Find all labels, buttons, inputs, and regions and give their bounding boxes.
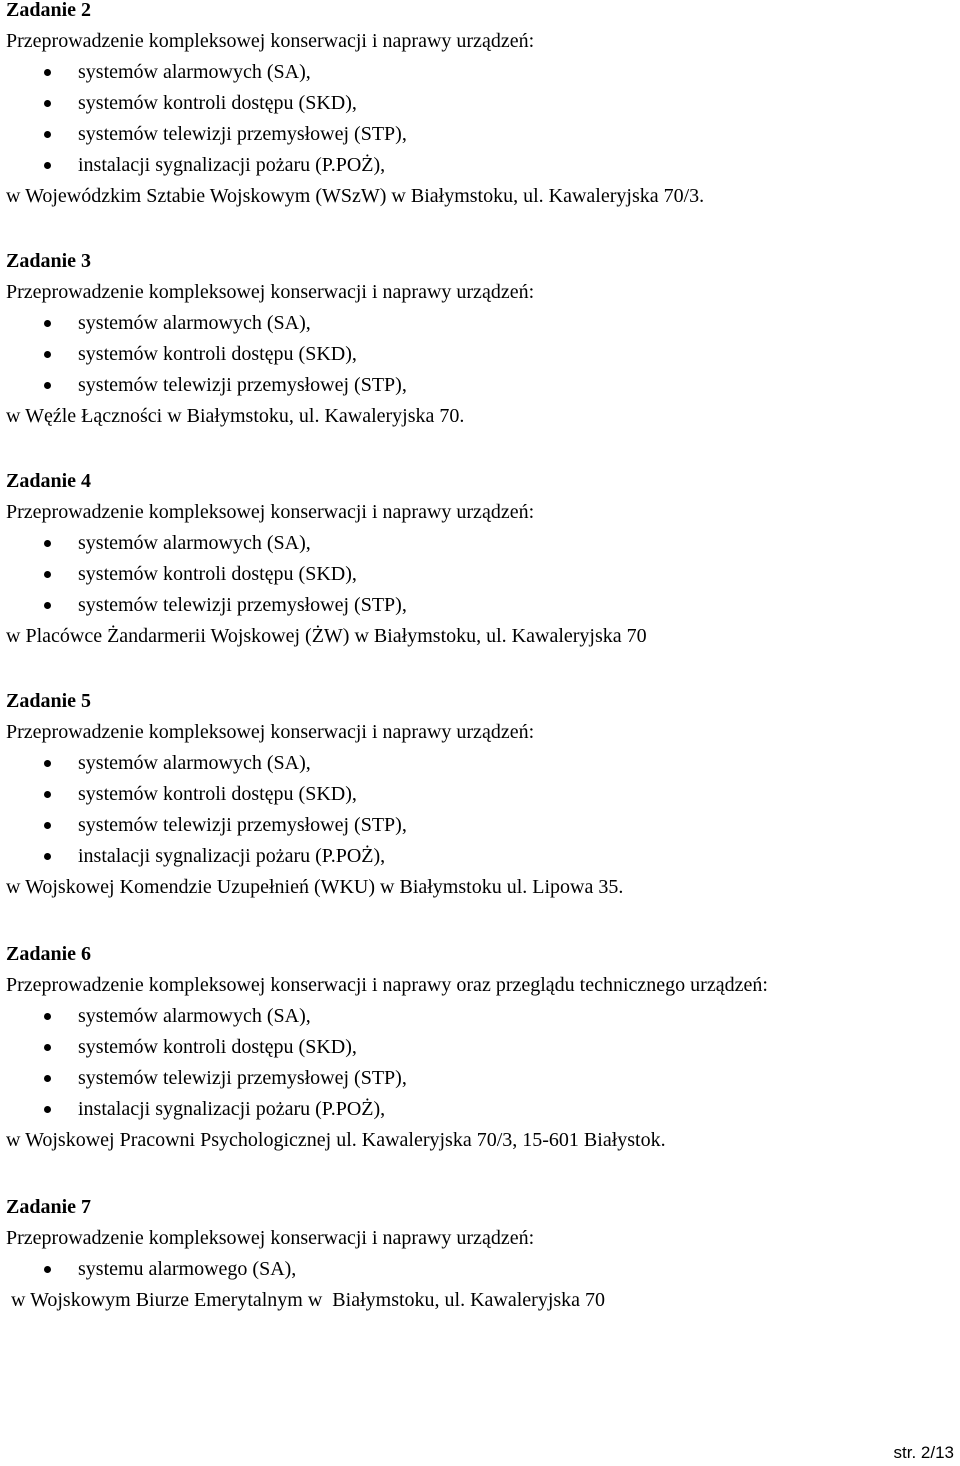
- bullet-icon: [44, 69, 51, 76]
- task-location: w Wojskowej Komendzie Uzupełnień (WKU) w Białymstoku ul. Lipowa 35.: [6, 876, 624, 898]
- list-item: [6, 779, 956, 810]
- list-item-text: systemów telewizji przemysłowej (STP),: [78, 814, 407, 836]
- page-number: str. 2/13: [893, 1443, 954, 1462]
- list-item-text: systemów telewizji przemysłowej (STP),: [78, 374, 407, 396]
- list-item-text: systemów kontroli dostępu (SKD),: [78, 783, 357, 805]
- list-item-text: systemów alarmowych (SA),: [78, 312, 311, 334]
- bullet-icon: [44, 131, 51, 138]
- device-list: [6, 57, 956, 181]
- device-list: [6, 308, 956, 401]
- task-intro: Przeprowadzenie kompleksowej konserwacji i naprawy urządzeń:: [6, 30, 535, 52]
- list-item: [6, 150, 956, 181]
- list-item-text: systemów telewizji przemysłowej (STP),: [78, 123, 407, 145]
- list-item: [6, 88, 956, 119]
- task-intro: Przeprowadzenie kompleksowej konserwacji i naprawy urządzeń:: [6, 501, 535, 523]
- bullet-icon: [44, 760, 51, 767]
- bullet-icon: [44, 320, 51, 327]
- list-item-text: systemów telewizji przemysłowej (STP),: [78, 594, 407, 616]
- task-location: w Wojewódzkim Sztabie Wojskowym (WSzW) w Białymstoku, ul. Kawaleryjska 70/3.: [6, 185, 705, 207]
- list-item-text: systemów kontroli dostępu (SKD),: [78, 92, 357, 114]
- task-zadanie-7: [6, 1192, 956, 1316]
- list-item: [6, 119, 956, 150]
- list-item: [6, 748, 956, 779]
- list-item-text: systemów alarmowych (SA),: [78, 1005, 311, 1027]
- task-title: Zadanie 7: [6, 1196, 92, 1218]
- list-item: [6, 1094, 956, 1125]
- list-item-text: systemów alarmowych (SA),: [78, 752, 311, 774]
- task-title: Zadanie 5: [6, 690, 92, 712]
- bullet-icon: [44, 540, 51, 547]
- list-item: [6, 308, 956, 339]
- task-zadanie-2: [6, 0, 956, 212]
- bullet-icon: [44, 1013, 51, 1020]
- task-location: w Wojskowym Biurze Emerytalnym w Białymstoku, ul. Kawaleryjska 70: [6, 1289, 606, 1311]
- task-location: w Wojskowej Pracowni Psychologicznej ul. Kawaleryjska 70/3, 15-601 Białystok.: [6, 1129, 666, 1151]
- task-location: w Węźle Łączności w Białymstoku, ul. Kawaleryjska 70.: [6, 405, 465, 427]
- device-list: [6, 1254, 956, 1285]
- list-item: [6, 1001, 956, 1032]
- list-item-text: systemów kontroli dostępu (SKD),: [78, 343, 357, 365]
- task-intro: Przeprowadzenie kompleksowej konserwacji i naprawy urządzeń:: [6, 721, 535, 743]
- list-item: [6, 57, 956, 88]
- task-title: Zadanie 6: [6, 943, 92, 965]
- task-zadanie-3: [6, 246, 956, 432]
- list-item: [6, 1254, 956, 1285]
- bullet-icon: [44, 162, 51, 169]
- bullet-icon: [44, 1106, 51, 1113]
- task-intro: Przeprowadzenie kompleksowej konserwacji i naprawy urządzeń:: [6, 1227, 535, 1249]
- list-item-text: systemów kontroli dostępu (SKD),: [78, 563, 357, 585]
- list-item-text: systemów alarmowych (SA),: [78, 61, 311, 83]
- list-item: [6, 370, 956, 401]
- list-item: [6, 339, 956, 370]
- task-intro: Przeprowadzenie kompleksowej konserwacji i naprawy urządzeń:: [6, 281, 535, 303]
- bullet-icon: [44, 853, 51, 860]
- list-item: [6, 810, 956, 841]
- device-list: [6, 748, 956, 872]
- task-title: Zadanie 4: [6, 470, 92, 492]
- list-item-text: systemów telewizji przemysłowej (STP),: [78, 1067, 407, 1089]
- list-item: [6, 590, 956, 621]
- task-zadanie-5: [6, 686, 956, 903]
- list-item: [6, 841, 956, 872]
- bullet-icon: [44, 1044, 51, 1051]
- bullet-icon: [44, 791, 51, 798]
- bullet-icon: [44, 1075, 51, 1082]
- list-item: [6, 1032, 956, 1063]
- task-zadanie-6: [6, 939, 956, 1156]
- device-list: [6, 1001, 956, 1125]
- list-item-text: instalacji sygnalizacji pożaru (P.POŻ),: [78, 1098, 386, 1120]
- task-title: Zadanie 2: [6, 0, 92, 21]
- list-item-text: instalacji sygnalizacji pożaru (P.POŻ),: [78, 154, 386, 176]
- list-item: [6, 528, 956, 559]
- task-zadanie-4: [6, 466, 956, 652]
- list-item-text: instalacji sygnalizacji pożaru (P.POŻ),: [78, 845, 386, 867]
- task-title: Zadanie 3: [6, 250, 92, 272]
- bullet-icon: [44, 351, 51, 358]
- list-item-text: systemów kontroli dostępu (SKD),: [78, 1036, 357, 1058]
- task-intro: Przeprowadzenie kompleksowej konserwacji i naprawy oraz przeglądu technicznego urządzeń:: [6, 974, 768, 996]
- bullet-icon: [44, 1266, 51, 1273]
- bullet-icon: [44, 602, 51, 609]
- bullet-icon: [44, 822, 51, 829]
- bullet-icon: [44, 100, 51, 107]
- task-location: w Placówce Żandarmerii Wojskowej (ŻW) w Białymstoku, ul. Kawaleryjska 70: [6, 625, 647, 647]
- list-item: [6, 559, 956, 590]
- device-list: [6, 528, 956, 621]
- bullet-icon: [44, 571, 51, 578]
- list-item-text: systemów alarmowych (SA),: [78, 532, 311, 554]
- bullet-icon: [44, 382, 51, 389]
- list-item-text: systemu alarmowego (SA),: [78, 1258, 297, 1280]
- list-item: [6, 1063, 956, 1094]
